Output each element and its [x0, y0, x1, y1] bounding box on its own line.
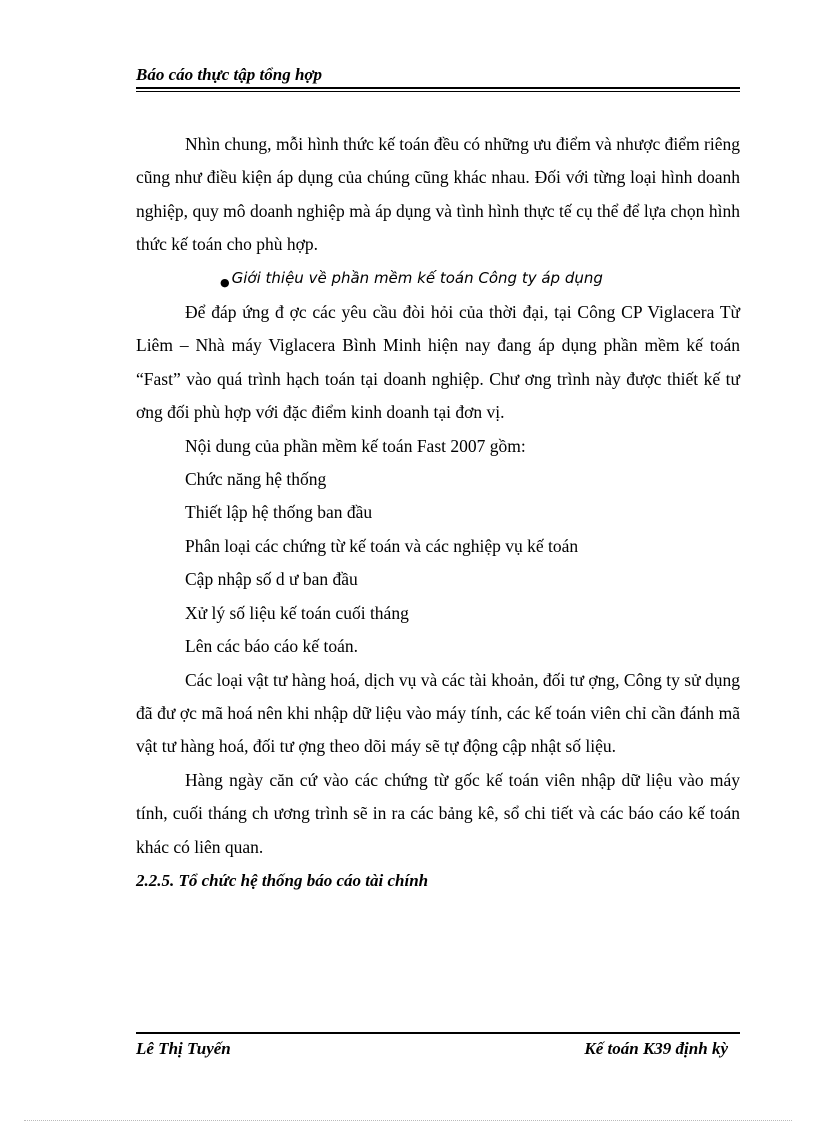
list-item: Cập nhập số d ư ban đầu [185, 569, 358, 590]
page-edge-dots [24, 1120, 792, 1121]
list-item: Lên các báo cáo kế toán. [185, 636, 358, 657]
paragraph-2: Để đáp ứng đ ợc các yêu cầu đòi hỏi của thời đại, tại Công CP Viglacera Từ Liêm – Nhà máy Viglacera Bình Minh hiện nay đang áp dụng phần mềm kế toán “Fast” vào quá trình hạch toán tại doanh nghiệp. Chư ơng trình này được thiết kế tư ơng đối phù hợp với đặc điểm kinh doanh tại đơn vị. [136, 302, 740, 423]
header-rule [136, 87, 740, 89]
section-heading: 2.2.5. Tổ chức hệ thống báo cáo tài chính [136, 870, 429, 890]
bullet-item [136, 262, 740, 296]
list-intro: Nội dung của phần mềm kế toán Fast 2007 gồm: [185, 435, 526, 456]
bullet-dot-icon: ● [220, 275, 230, 289]
page-body [136, 128, 740, 897]
bullet-text: Giới thiệu về phần mềm kế toán Công ty áp dụng [231, 268, 603, 287]
footer-class: Kế toán K39 định kỳ [584, 1039, 728, 1058]
footer-author: Lê Thị Tuyến [136, 1039, 231, 1058]
paragraph-3: Các loại vật tư hàng hoá, dịch vụ và các tài khoản, đối tư ợng, Công ty sử dụng đã đư ợc mã hoá nên khi nhập dữ liệu vào máy tính, các kế toán viên chỉ cần đánh mã vật tư hàng hoá, đối tư ợng theo dõi máy sẽ tự động cập nhật số liệu. [136, 669, 740, 757]
footer-rule [136, 1032, 740, 1034]
header-rule-thin [136, 91, 740, 92]
list-item: Chức năng hệ thống [185, 469, 327, 490]
list-item: Phân loại các chứng từ kế toán và các nghiệp vụ kế toán [185, 535, 579, 556]
list-item: Thiết lập hệ thống ban đầu [185, 502, 373, 523]
list-item: Xử lý số liệu kế toán cuối tháng [185, 602, 409, 623]
page-header-title: Báo cáo thực tập tổng hợp [136, 65, 323, 84]
paragraph-4: Hàng ngày căn cứ vào các chứng từ gốc kế toán viên nhập dữ liệu vào máy tính, cuối tháng ch ương trình sẽ in ra các bảng kê, sổ chi tiết và các báo cáo kế toán khác có liên quan. [136, 769, 740, 857]
paragraph-1: Nhìn chung, mỗi hình thức kế toán đều có những ưu điểm và nhược điểm riêng cũng như điều kiện áp dụng của chúng cũng khác nhau. Đối với từng loại hình doanh nghiệp, quy mô doanh nghiệp mà áp dụng và tình hình thực tế cụ thể để lựa chọn hình thức kế toán cho phù hợp. [136, 134, 740, 255]
